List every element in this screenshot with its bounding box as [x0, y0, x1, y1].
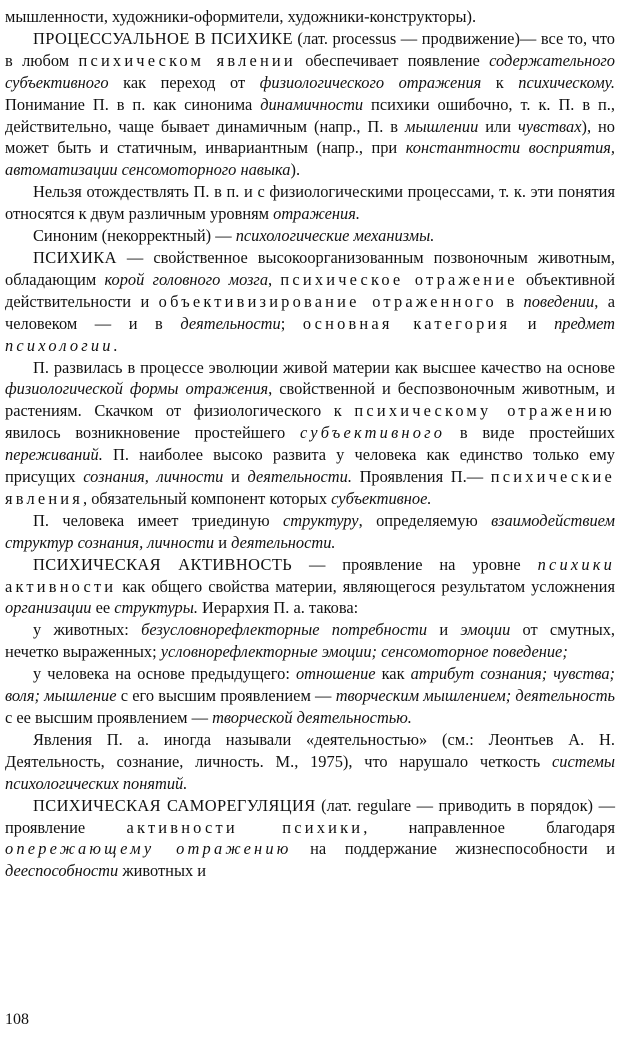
text-run: П. развилась в процессе эволюции живой материи как высшее качество на основе	[33, 357, 615, 377]
italic-term: психическому.	[518, 72, 615, 92]
paragraph-6	[5, 510, 615, 554]
text-run: или	[478, 116, 518, 136]
italic-term: чувствах	[517, 116, 582, 136]
italic-term: структуры.	[114, 598, 198, 618]
spaced-term: объективизирование отраженного	[158, 291, 497, 311]
text-run: обеспечивает появление	[295, 50, 490, 70]
text-run: в	[496, 291, 524, 311]
text-run: и	[223, 467, 248, 487]
italic-term: содержательного субъективного	[5, 50, 615, 92]
paragraph-10	[5, 729, 615, 795]
text-run: явилось возникновение простейшего	[5, 423, 300, 443]
text-run: (лат. processus — продвижение)— все то, что в любом	[5, 28, 615, 70]
italic-term: безусловнорефлекторные потребности	[141, 620, 428, 640]
italic-term: отражения.	[273, 204, 360, 224]
text-run: и	[214, 532, 232, 552]
italic-term: сознания, личности	[83, 467, 224, 487]
italic-term: атрибут сознания; чувства; воля; мышление	[5, 664, 616, 706]
italic-term: корой головного мозга	[104, 269, 269, 289]
text-run: (лат. regulare — приводить в порядок) — проявление	[5, 795, 615, 837]
italic-term: системы психологических понятий.	[5, 751, 615, 793]
text-run: Нельзя отождествлять П. в п. и с физиологическими процессами, т. к. эти понятия относятся к двум различным уровням	[5, 182, 615, 224]
text-run: как общего свойства материи, являющегося результатом усложнения	[116, 576, 615, 596]
italic-term: психологические механизмы.	[235, 226, 435, 246]
text-run: и	[510, 313, 555, 333]
italic-term: отношение	[295, 664, 376, 684]
text-run: у человека на основе предыдущего:	[33, 664, 296, 684]
text-run: , обязательный компонент которых	[83, 488, 332, 508]
text-run: мышленности, художники-оформители, художники-конструкторы).	[5, 7, 477, 26]
text-run: ее	[91, 598, 115, 618]
italic-term: деятельности	[180, 313, 281, 333]
entry-heading: ПСИХИЧЕСКАЯ АКТИВНОСТЬ	[33, 554, 293, 574]
italic-term: деятельности.	[231, 532, 336, 552]
entry-heading: ПРОЦЕССУАЛЬНОЕ В ПСИХИКЕ	[33, 28, 293, 48]
text-run: — проявление на уровне	[292, 554, 538, 574]
spaced-italic-term: психики	[537, 554, 616, 574]
spaced-term: психическом явлении	[78, 50, 296, 70]
paragraph-9	[5, 663, 615, 729]
paragraph-0	[5, 6, 615, 28]
entry-heading: ПСИХИКА	[33, 247, 117, 267]
italic-term: динамичности	[260, 94, 364, 114]
italic-term: константности восприятия, автоматизации сенсомоторного навыка	[5, 138, 615, 180]
text-run: Понимание П. в п. как синонима	[5, 94, 261, 114]
spaced-italic-term: психологии.	[5, 335, 121, 355]
entry-heading: ПСИХИЧЕСКАЯ САМОРЕГУЛЯЦИЯ	[33, 795, 316, 815]
page-text	[5, 6, 615, 882]
italic-term: субъективное.	[331, 488, 432, 508]
text-run: Явления П. а. иногда называли «деятельностью» (см.: Леонтьев А. Н. Деятельность, сознание, личность. М., 1975), что нарушало четкость	[5, 729, 615, 771]
paragraph-5	[5, 357, 615, 510]
text-run: ), но может быть и статичным, инвариантным (напр., при	[5, 116, 615, 158]
paragraph-8	[5, 619, 615, 663]
page-number: 108	[5, 1011, 29, 1028]
spaced-term: активности	[5, 576, 117, 596]
spaced-term: основная категория	[302, 313, 511, 333]
text-run: П. наиболее высоко развита у человека как единство только ему присущих	[5, 445, 615, 487]
text-run: у животных:	[33, 620, 142, 640]
paragraph-3	[5, 225, 615, 247]
text-run: и	[427, 620, 461, 640]
text-run: как переход от	[108, 72, 260, 92]
italic-term: организации	[5, 598, 92, 618]
text-run: с ее высшим проявлением —	[5, 708, 213, 727]
italic-term: дееспособности	[5, 861, 119, 881]
text-run: к	[481, 72, 519, 92]
italic-term: физиологической формы отражения	[5, 379, 269, 399]
entry-psikhika	[5, 247, 615, 357]
text-run: как	[375, 664, 411, 684]
entry-psikhicheskaya-aktivnost	[5, 554, 615, 620]
spaced-term: психические явления	[5, 467, 615, 508]
italic-term: мышлении	[405, 116, 479, 136]
entry-psikhicheskaya-samoregulyatsiya	[5, 795, 615, 883]
italic-term: деятельности.	[247, 467, 352, 487]
italic-term: взаимодействием структур сознания, личности	[5, 510, 615, 552]
text-run: ).	[290, 160, 301, 180]
text-run: , направленное благодаря	[363, 817, 615, 837]
text-run: , определяемую	[358, 510, 492, 530]
text-run: ,	[268, 269, 281, 289]
spaced-italic-term: субъективного	[299, 423, 446, 443]
italic-term: предмет	[554, 313, 615, 333]
text-run: Иерархия П. а. такова:	[197, 598, 359, 618]
paragraph-2	[5, 181, 615, 225]
spaced-term: активности психики	[126, 817, 364, 837]
italic-term: физиологического отражения	[259, 72, 482, 92]
italic-term: переживаний.	[5, 445, 103, 465]
text-run: , свойственной и беспозвоночным животным, и растениям. Скачком от физиологического к	[5, 379, 615, 421]
text-run: , а человеком — и в	[5, 291, 615, 333]
text-run: ;	[280, 313, 303, 333]
spaced-term: психическому отражению	[354, 401, 615, 421]
italic-term: поведении	[523, 291, 595, 311]
text-run: Проявления П.—	[351, 467, 491, 487]
text-run: — свойственное высокоорганизованным позвоночным животным, обладающим	[5, 247, 615, 289]
italic-term: творческим мышлением; деятельность	[335, 686, 615, 706]
text-run: Синоним (некорректный) —	[33, 226, 236, 246]
spaced-term: психическое отражение	[280, 269, 518, 289]
text-run: с его высшим проявлением —	[116, 686, 336, 706]
italic-term: творческой деятельностью.	[212, 708, 412, 727]
text-run: в виде простейших	[445, 423, 615, 443]
text-run: на поддержание жизнеспособности и	[291, 839, 615, 859]
spaced-italic-term: опережающему отражению	[5, 839, 292, 859]
text-run: от смутных, нечетко выраженных;	[5, 620, 616, 662]
text-run: объективной действительности и	[5, 269, 615, 311]
entry-processualnoe	[5, 28, 615, 181]
text-run: животных и	[118, 861, 207, 881]
italic-term: эмоции	[460, 620, 511, 640]
text-run: психики ошибочно, т. к. П. в п., действительно, чаще бывает динамичным (напр., П. в	[5, 94, 615, 136]
italic-term: условнорефлекторные эмоции; сенсомоторное поведение;	[160, 642, 568, 662]
text-run: П. человека имеет триединую	[33, 510, 283, 530]
italic-term: структуру	[283, 510, 359, 530]
